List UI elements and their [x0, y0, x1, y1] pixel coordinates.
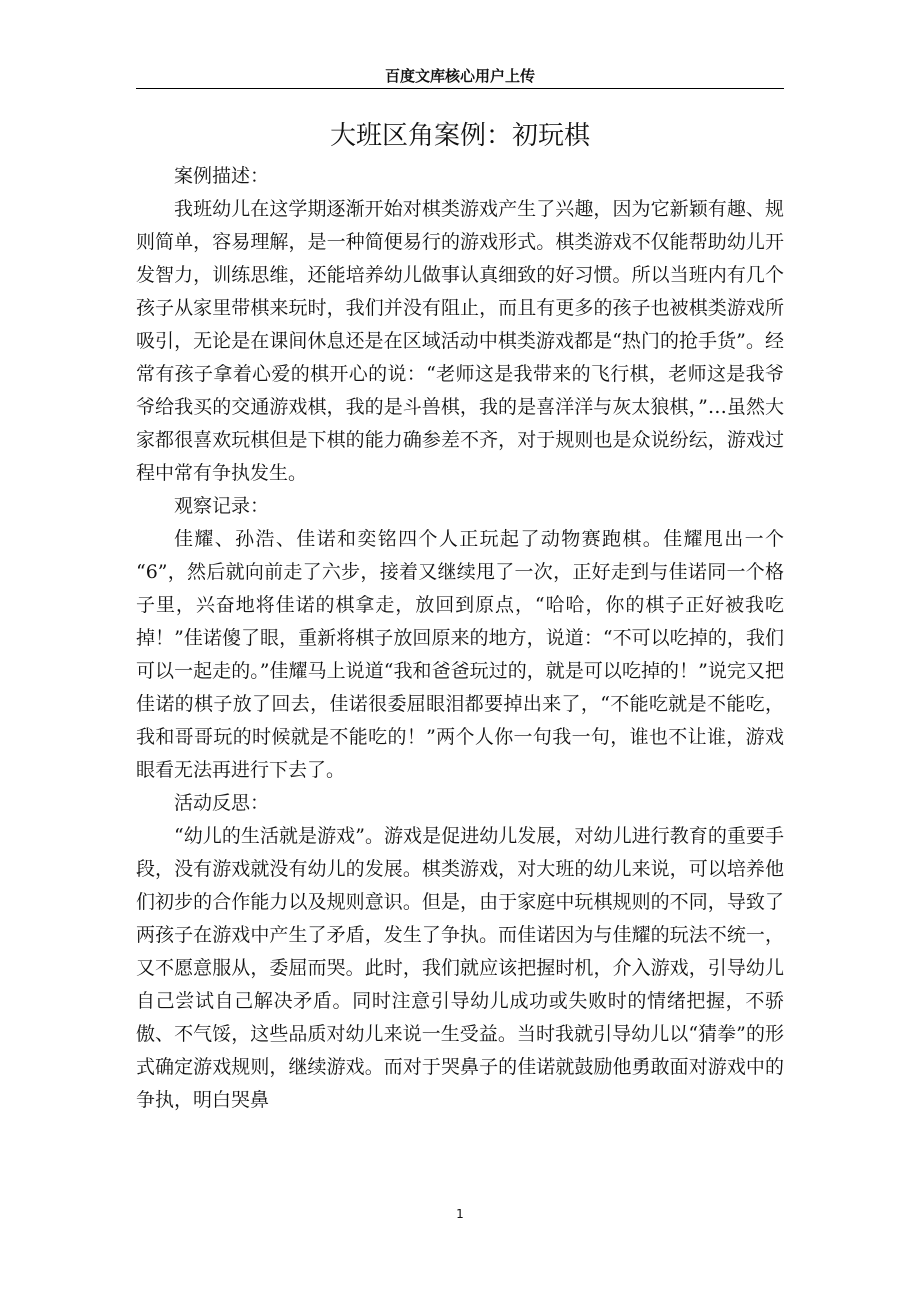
document-title: 大班区角案例：初玩棋 — [329, 121, 590, 151]
page-header: 百度文库核心用户上传 — [384, 67, 535, 85]
section-heading-observation-record: 观察记录： — [174, 495, 270, 517]
section-heading-case-description: 案例描述： — [174, 165, 270, 187]
header-divider — [136, 88, 784, 89]
paragraph-activity-reflection: “幼儿的生活就是游戏”。游戏是促进幼儿发展，对幼儿进行教育的重要手段，没有游戏就没有幼儿的发展。棋类游戏，对大班的幼儿来说，可以培养他们初步的合作能力以及规则意识。但是，由于家庭中玩棋规则的不同，导致了两孩子在游戏中产生了矛盾，发生了争执。而佳诺因为与佳耀的玩法不统一，又不愿意服从，委屈而哭。此时，我们就应该把握时机，介入游戏，引导幼儿自己尝试自己解决矛盾。同时注意引导幼儿成功或失败时的情绪把握，不骄傲、不气馁，这些品质对幼儿来说一生受益。当时我就引导幼儿以“猜拳”的形式确定游戏规则，继续游戏。而对于哭鼻子的佳诺就鼓励他勇敢面对游戏中的争执，明白哭鼻 — [136, 825, 784, 1111]
paragraph-case-description: 我班幼儿在这学期逐渐开始对棋类游戏产生了兴趣，因为它新颖有趣、规则简单，容易理解，是一种简便易行的游戏形式。棋类游戏不仅能帮助幼儿开发智力，训练思维，还能培养幼儿做事认真细致的好习惯。所以当班内有几个孩子从家里带棋来玩时，我们并没有阻止，而且有更多的孩子也被棋类游戏所吸引，无论是在课间休息还是在区域活动中棋类游戏都是“热门的抢手货”。经常有孩子拿着心爱的棋开心的说：“老师这是我带来的飞行棋，老师这是我爷爷给我买的交通游戏棋，我的是斗兽棋，我的是喜洋洋与灰太狼棋，”…虽然大家都很喜欢玩棋但是下棋的能力确参差不齐，对于规则也是众说纷纭，游戏过程中常有争执发生。 — [136, 198, 784, 484]
page-number: 1 — [456, 1207, 464, 1221]
section-heading-activity-reflection: 活动反思： — [174, 792, 270, 814]
paragraph-observation-record: 佳耀、孙浩、佳诺和奕铭四个人正玩起了动物赛跑棋。佳耀甩出一个 “6”，然后就向前走了六步，接着又继续甩了一次，正好走到与佳诺同一个格子里，兴奋地将佳诺的棋拿走，放回到原点，“哈哈，你的棋子正好被我吃掉！”佳诺傻了眼，重新将棋子放回原来的地方，说道：“不可以吃掉的，我们可以一起走的。”佳耀马上说道“我和爸爸玩过的，就是可以吃掉的！”说完又把佳诺的棋子放了回去，佳诺很委屈眼泪都要掉出来了，“不能吃就是不能吃，我和哥哥玩的时候就是不能吃的！”两个人你一句我一句，谁也不让谁，游戏眼看无法再进行下去了。 — [136, 528, 784, 781]
document-body — [136, 160, 784, 1117]
